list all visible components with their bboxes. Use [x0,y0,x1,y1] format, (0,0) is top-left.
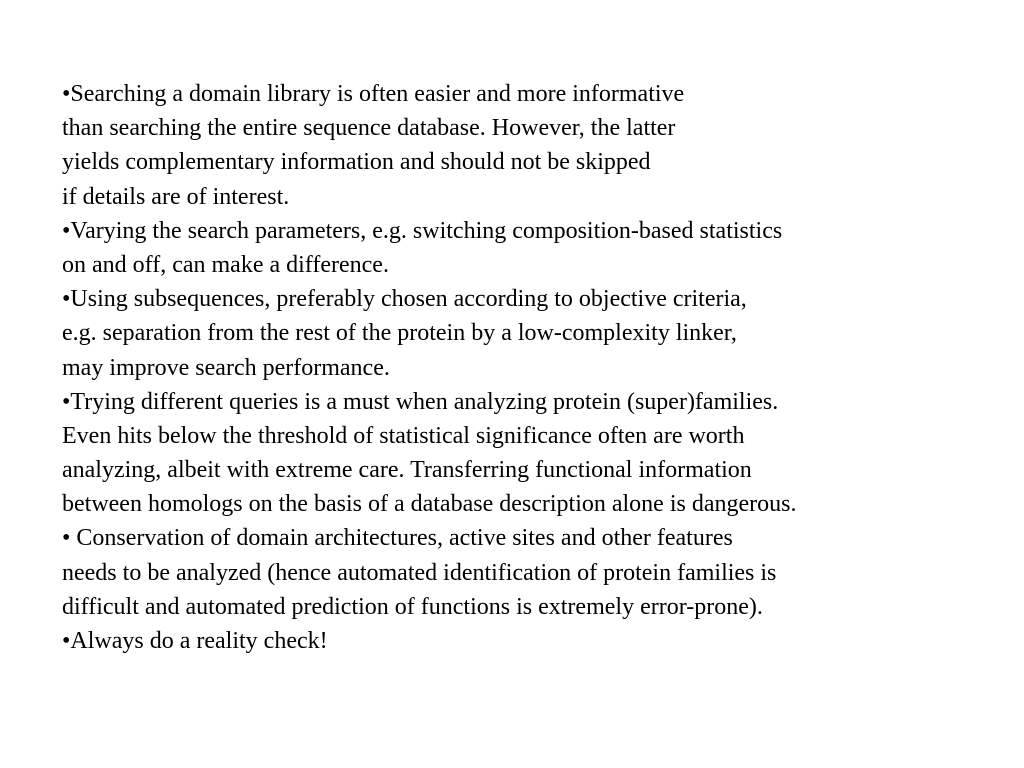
text-line: difficult and automated prediction of functions is extremely error-prone). [62,593,763,620]
text-line: e.g. separation from the rest of the protein by a low-complexity linker, [62,320,737,347]
text-line: analyzing, albeit with extreme care. Transferring functional information [62,457,752,484]
text-line: between homologs on the basis of a database description alone is dangerous. [62,491,797,518]
text-line: than searching the entire sequence database. However, the latter [62,115,676,142]
bullet-text-block [62,77,1002,658]
text-line: needs to be analyzed (hence automated identification of protein families is [62,559,777,586]
text-line: Even hits below the threshold of statistical significance often are worth [62,422,745,449]
text-line: •Searching a domain library is often easier and more informative [62,81,685,107]
text-line: if details are of interest. [62,183,290,210]
text-line: • Conservation of domain architectures, active sites and other features [62,525,733,552]
text-line: yields complementary information and should not be skipped [62,149,651,176]
text-line: •Varying the search parameters, e.g. switching composition-based statistics [62,217,783,244]
text-line: may improve search performance. [62,354,390,381]
text-line: •Always do a reality check! [62,628,328,654]
text-line: on and off, can make a difference. [62,251,389,278]
text-line: •Trying different queries is a must when analyzing protein (super)families. [62,388,779,415]
text-line: •Using subsequences, preferably chosen according to objective criteria, [62,286,747,313]
